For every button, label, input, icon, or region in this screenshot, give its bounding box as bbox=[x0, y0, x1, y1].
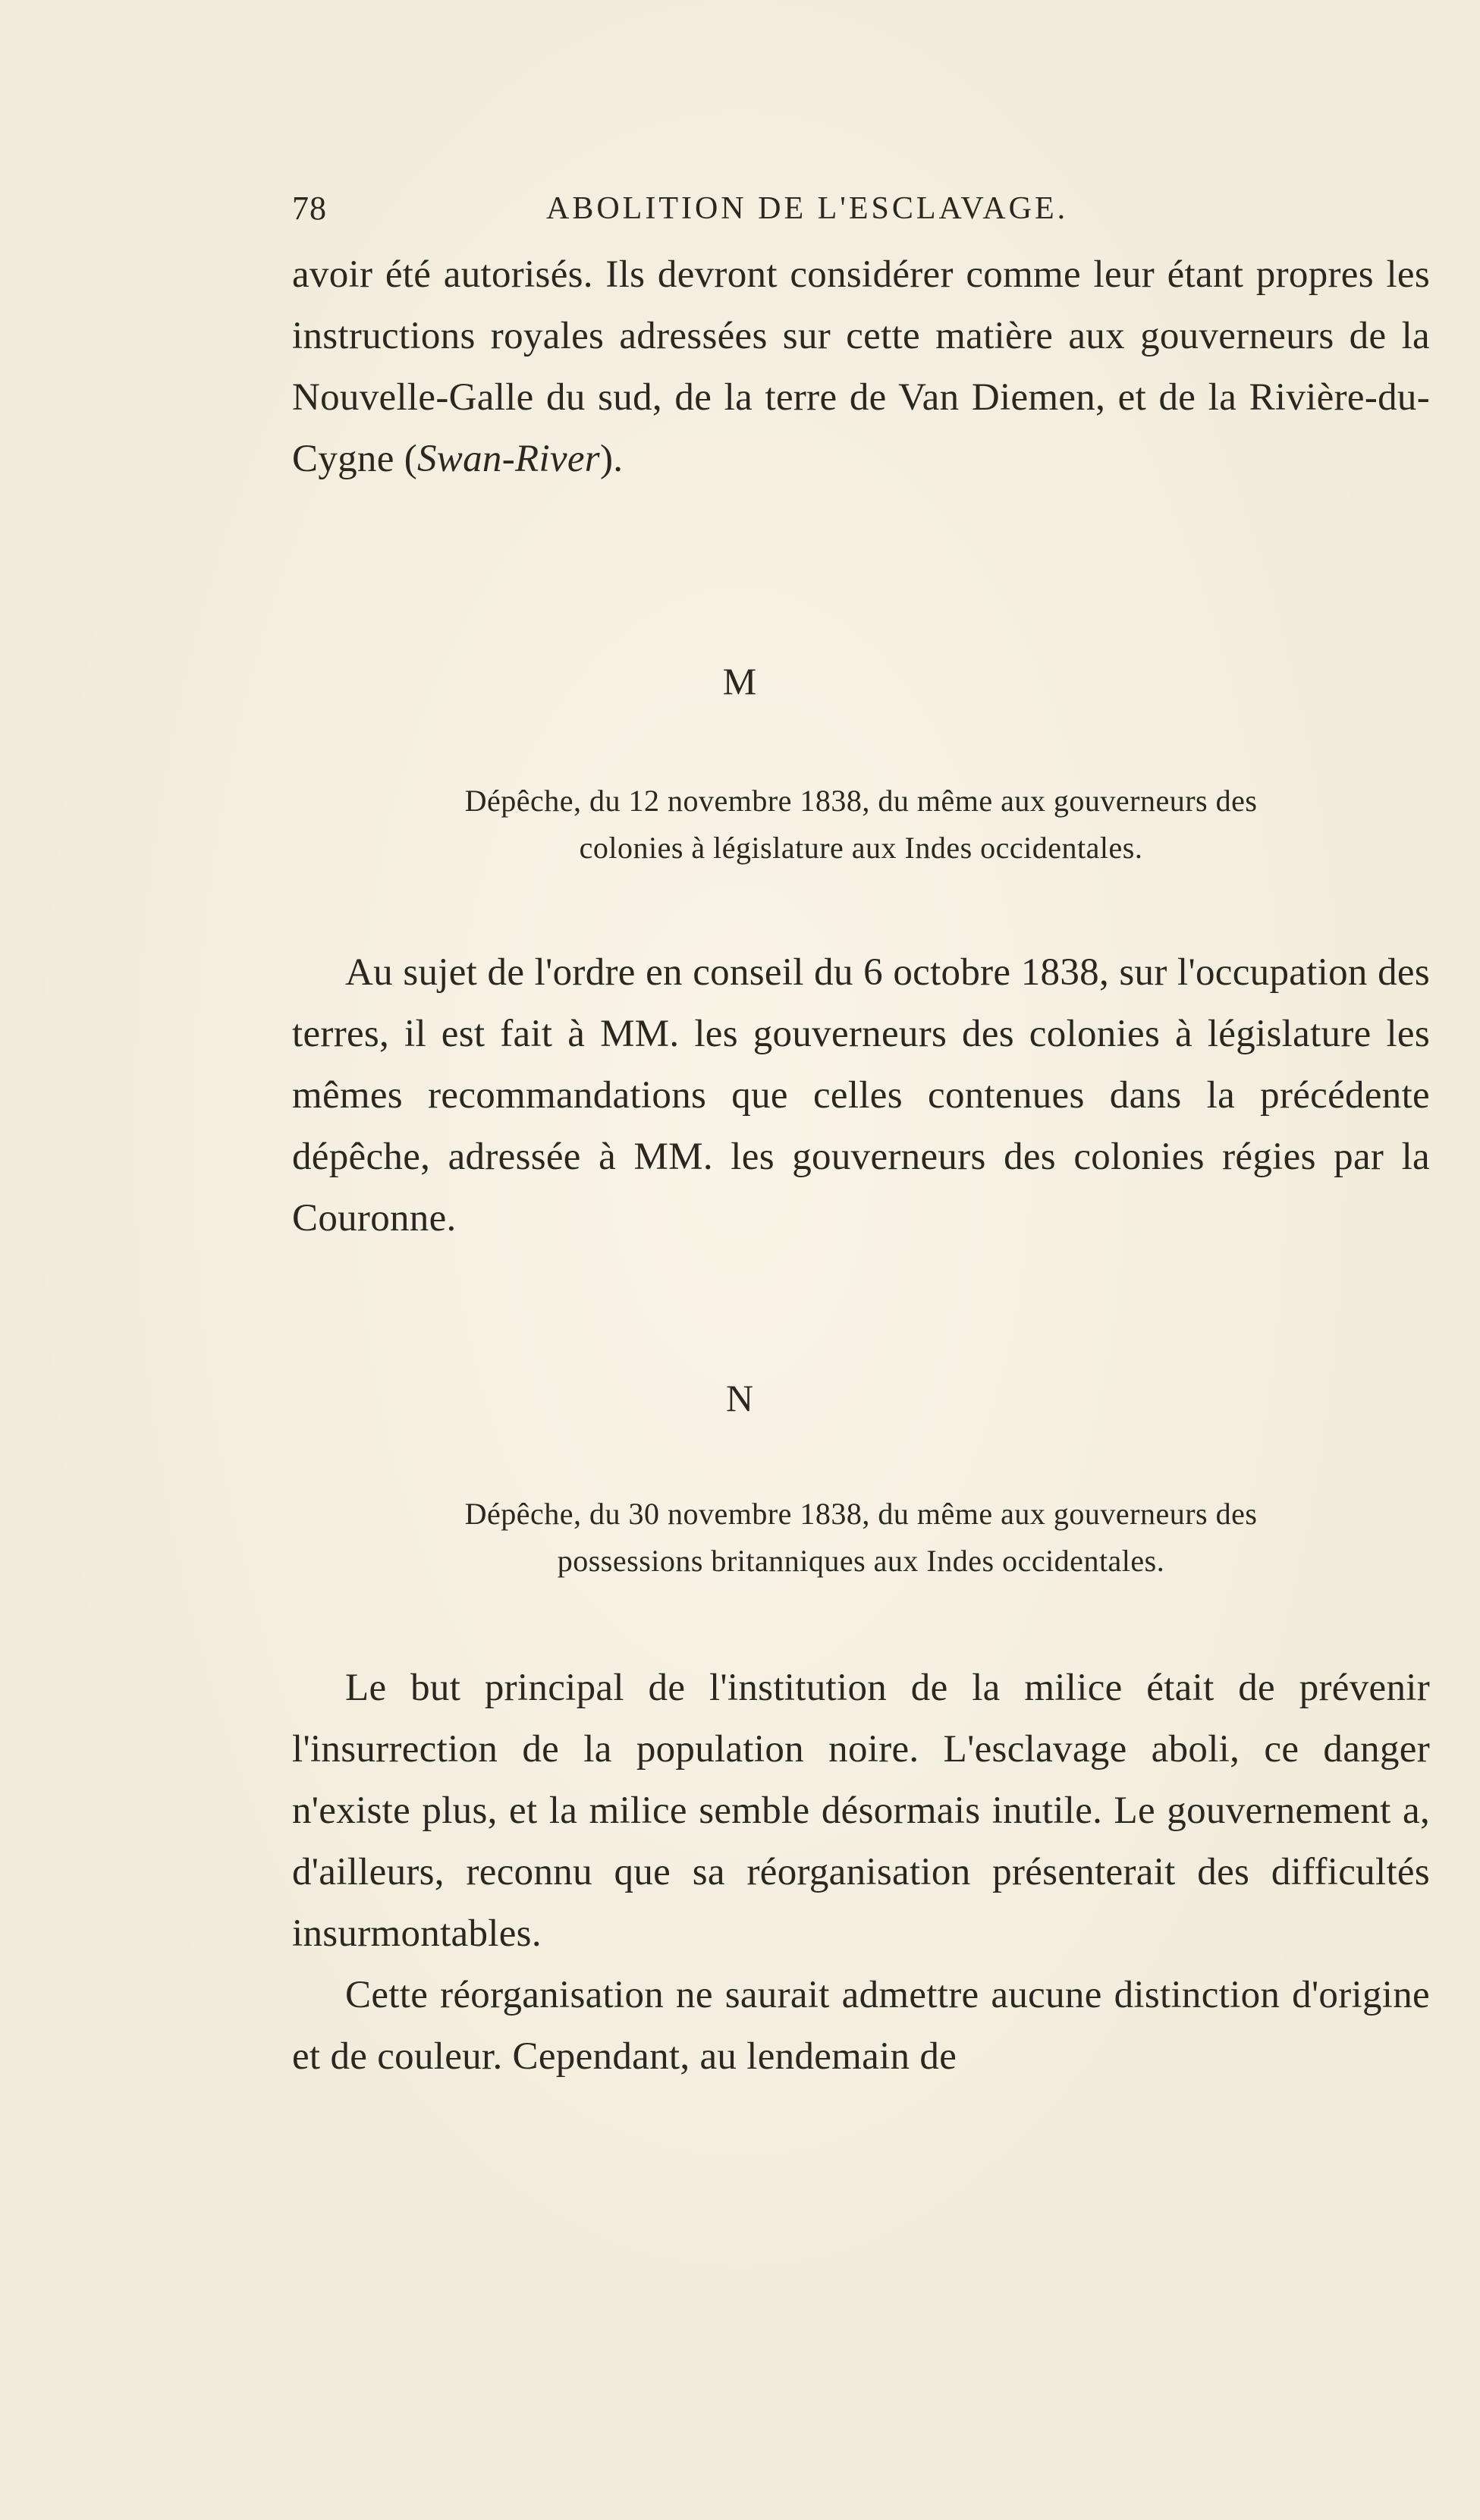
paragraph-text-italic: Swan-River bbox=[417, 438, 600, 480]
dispatch-heading-line: Dépêche, du 30 novembre 1838, du même aux gouverneurs des bbox=[464, 1497, 1258, 1531]
dispatch-heading-line: Dépêche, du 12 novembre 1838, du même aux gouverneurs des bbox=[464, 784, 1258, 818]
paragraph-text: Au sujet de l'ordre en conseil du 6 octobre 1838, sur l'occupation des terres, il est fait à MM. les gouverneurs des colonies à législature les mêmes recommandations que celles contenues dans la précédente dépêche, adressée à MM. les gouverneurs des colonies régies par la Couronne. bbox=[292, 951, 1430, 1240]
section-m-body bbox=[292, 942, 1430, 1249]
paragraph-text-end: ). bbox=[599, 438, 624, 480]
paragraph-text bbox=[292, 244, 1430, 490]
running-title: ABOLITION DE L'ESCLAVAGE. bbox=[546, 191, 1069, 226]
section-letter-m: M bbox=[722, 660, 758, 702]
dispatch-heading-n bbox=[292, 1491, 1430, 1585]
paragraph-text-main: avoir été autorisés. Ils devront considérer comme leur étant propres les instructions royales adressées sur cette matière aux gouverneurs de la Nouvelle-Galle du sud, de la terre de Van Diemen, et de la Rivière-du-Cygne ( bbox=[292, 253, 1430, 480]
dispatch-heading-line: colonies à législature aux Indes occidentales. bbox=[579, 831, 1143, 865]
dispatch-heading-line: possessions britanniques aux Indes occidentales. bbox=[557, 1544, 1165, 1578]
dispatch-heading-m bbox=[292, 778, 1430, 872]
paragraph-text: Cette réorganisation ne saurait admettre aucune distinction d'origine et de couleur. Cependant, au lendemain de bbox=[292, 1974, 1430, 2078]
section-n-body bbox=[292, 1657, 1430, 2088]
paragraph-text: Le but principal de l'institution de la milice était de prévenir l'insurrection de la population noire. L'esclavage aboli, ce danger n'existe plus, et la milice semble désormais inutile. Le gouvernement a, d'ailleurs, reconnu que sa réorganisation présenterait des difficultés insurmontables. bbox=[292, 1667, 1430, 1955]
paragraph-continuation bbox=[292, 244, 1430, 490]
running-head bbox=[292, 182, 1191, 235]
section-letter-n: N bbox=[725, 1377, 755, 1419]
page-number: 78 bbox=[292, 190, 327, 227]
